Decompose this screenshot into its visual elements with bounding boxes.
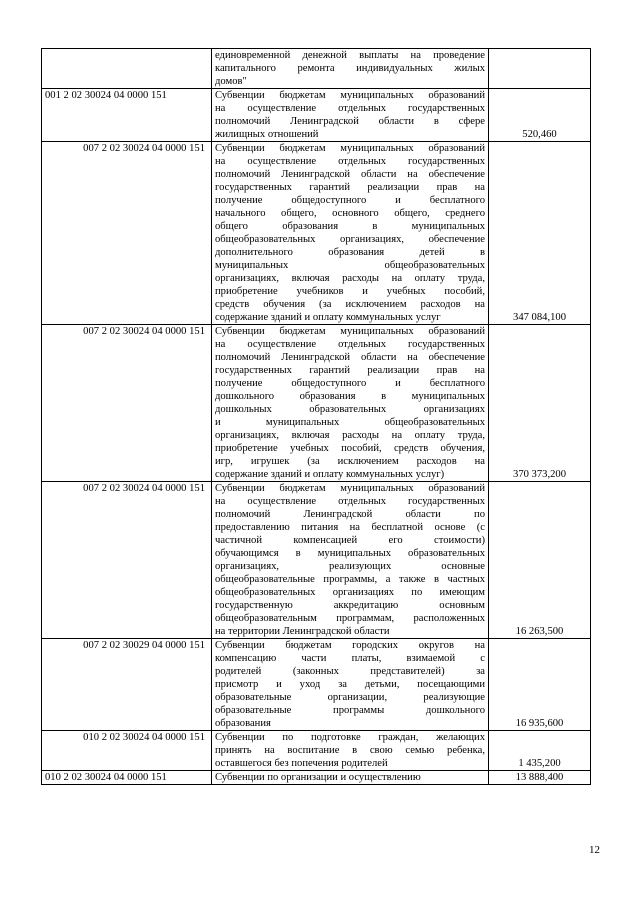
- budget-table: [41, 48, 591, 785]
- budget-code-cell: 007 2 02 30024 04 0000 151: [42, 325, 212, 482]
- description-line: содержание зданий и оплату коммунальных услуг: [215, 312, 441, 323]
- description-line: на осуществление отдельных государственных: [215, 156, 485, 167]
- budget-code-cell: 010 2 02 30024 04 0000 151: [42, 771, 212, 785]
- description-line: муниципальных общеобразовательных: [215, 260, 485, 271]
- budget-code-cell: 001 2 02 30024 04 0000 151: [42, 89, 212, 142]
- table-row: [42, 89, 591, 142]
- amount-cell: 520,460: [489, 89, 591, 142]
- page-number: 12: [589, 844, 600, 856]
- description-line: домов": [215, 76, 247, 87]
- description-line: Субвенции по организации и осуществлению: [215, 772, 421, 783]
- description-line: родителей (законных представителей) за: [215, 666, 485, 677]
- description-line: дошкольного образования в муниципальных: [215, 391, 485, 402]
- description-cell: [212, 771, 489, 785]
- description-line: оставшегося без попечения родителей: [215, 758, 388, 769]
- description-line: Субвенции по подготовке граждан, желающих: [215, 732, 485, 743]
- amount-cell: 347 084,100: [489, 142, 591, 325]
- description-line: единовременной денежной выплаты на проведение: [215, 50, 485, 61]
- description-line: приобретение учебников и учебных пособий,: [215, 286, 485, 297]
- description-line: организациях, включая расходы на оплату труда,: [215, 273, 485, 284]
- description-line: приобретение учебных пособий, средств обучения,: [215, 443, 485, 454]
- table-row: [42, 325, 591, 482]
- table-row: [42, 482, 591, 639]
- description-line: полномочий Ленинградской области по: [215, 509, 485, 520]
- description-line: образования: [215, 718, 271, 729]
- description-line: общеобразовательным программам, расположенных: [215, 613, 485, 624]
- description-line: общеобразовательных организациях, обеспечение: [215, 234, 485, 245]
- description-line: начального общего, основного общего, среднего: [215, 208, 485, 219]
- table-row: [42, 49, 591, 89]
- description-line: общеобразовательные программы, а также в частных: [215, 574, 485, 585]
- description-line: игр, игрушек (за исключением расходов на: [215, 456, 485, 467]
- description-line: частичной компенсацией его стоимости): [215, 535, 485, 546]
- description-line: Субвенции бюджетам городских округов на: [215, 640, 485, 651]
- description-line: на территории Ленинградской области: [215, 626, 390, 637]
- description-line: Субвенции бюджетам муниципальных образований: [215, 90, 485, 101]
- description-line: присмотр и уход за детьми, посещающими: [215, 679, 485, 690]
- description-cell: [212, 482, 489, 639]
- budget-code-cell: 010 2 02 30024 04 0000 151: [42, 731, 212, 771]
- description-line: организациях, реализующих основные: [215, 561, 485, 572]
- description-line: получение общедоступного и бесплатного: [215, 378, 485, 389]
- description-cell: [212, 325, 489, 482]
- description-line: получение общедоступного и бесплатного: [215, 195, 485, 206]
- description-line: на осуществление отдельных государственных: [215, 496, 485, 507]
- description-line: государственных гарантий реализации прав на: [215, 365, 485, 376]
- description-line: организациях, включая расходы на оплату труда,: [215, 430, 485, 441]
- description-line: общеобразовательных организациях по имеющим: [215, 587, 485, 598]
- description-line: общего образования в муниципальных: [215, 221, 485, 232]
- description-line: компенсацию части платы, взимаемой с: [215, 653, 485, 664]
- description-line: полномочий Ленинградской области на обеспечение: [215, 352, 485, 363]
- description-line: и муниципальных общеобразовательных: [215, 417, 485, 428]
- amount-cell: 16 263,500: [489, 482, 591, 639]
- description-line: Субвенции бюджетам муниципальных образований: [215, 326, 485, 337]
- description-line: капитального ремонта индивидуальных жилых: [215, 63, 485, 74]
- description-line: дошкольных образовательных организациях: [215, 404, 485, 415]
- description-line: средств обучения (за исключением расходов на: [215, 299, 485, 310]
- amount-cell: 13 888,400: [489, 771, 591, 785]
- description-cell: [212, 639, 489, 731]
- description-line: Субвенции бюджетам муниципальных образований: [215, 483, 485, 494]
- table-row: [42, 142, 591, 325]
- budget-code-cell: 007 2 02 30024 04 0000 151: [42, 482, 212, 639]
- table-row: [42, 639, 591, 731]
- description-line: образовательные программы дошкольного: [215, 705, 485, 716]
- description-line: образовательные организации, реализующие: [215, 692, 485, 703]
- description-line: государственных гарантий реализации прав на: [215, 182, 485, 193]
- description-cell: [212, 49, 489, 89]
- description-cell: [212, 89, 489, 142]
- description-line: дополнительного образования детей в: [215, 247, 485, 258]
- table-body: [42, 49, 591, 785]
- description-line: на осуществление отдельных государственных: [215, 103, 485, 114]
- budget-code-cell: 007 2 02 30029 04 0000 151: [42, 639, 212, 731]
- table-row: [42, 731, 591, 771]
- description-cell: [212, 731, 489, 771]
- description-line: на осуществление отдельных государственных: [215, 339, 485, 350]
- description-line: государственную аккредитацию основным: [215, 600, 485, 611]
- description-line: Субвенции бюджетам муниципальных образований: [215, 143, 485, 154]
- description-line: обучающимся в муниципальных образовательных: [215, 548, 485, 559]
- budget-code-cell: [42, 49, 212, 89]
- description-line: содержание зданий и оплату коммунальных услуг): [215, 469, 445, 480]
- description-cell: [212, 142, 489, 325]
- amount-cell: [489, 49, 591, 89]
- amount-cell: 1 435,200: [489, 731, 591, 771]
- description-line: принять на воспитание в свою семью ребенка,: [215, 745, 485, 756]
- amount-cell: 370 373,200: [489, 325, 591, 482]
- amount-cell: 16 935,600: [489, 639, 591, 731]
- description-line: полномочий Ленинградской области на обеспечение: [215, 169, 485, 180]
- budget-code-cell: 007 2 02 30024 04 0000 151: [42, 142, 212, 325]
- description-line: жилищных отношений: [215, 129, 319, 140]
- description-line: предоставлению питания на бесплатной основе (с: [215, 522, 485, 533]
- table-row: [42, 771, 591, 785]
- description-line: полномочий Ленинградской области в сфере: [215, 116, 485, 127]
